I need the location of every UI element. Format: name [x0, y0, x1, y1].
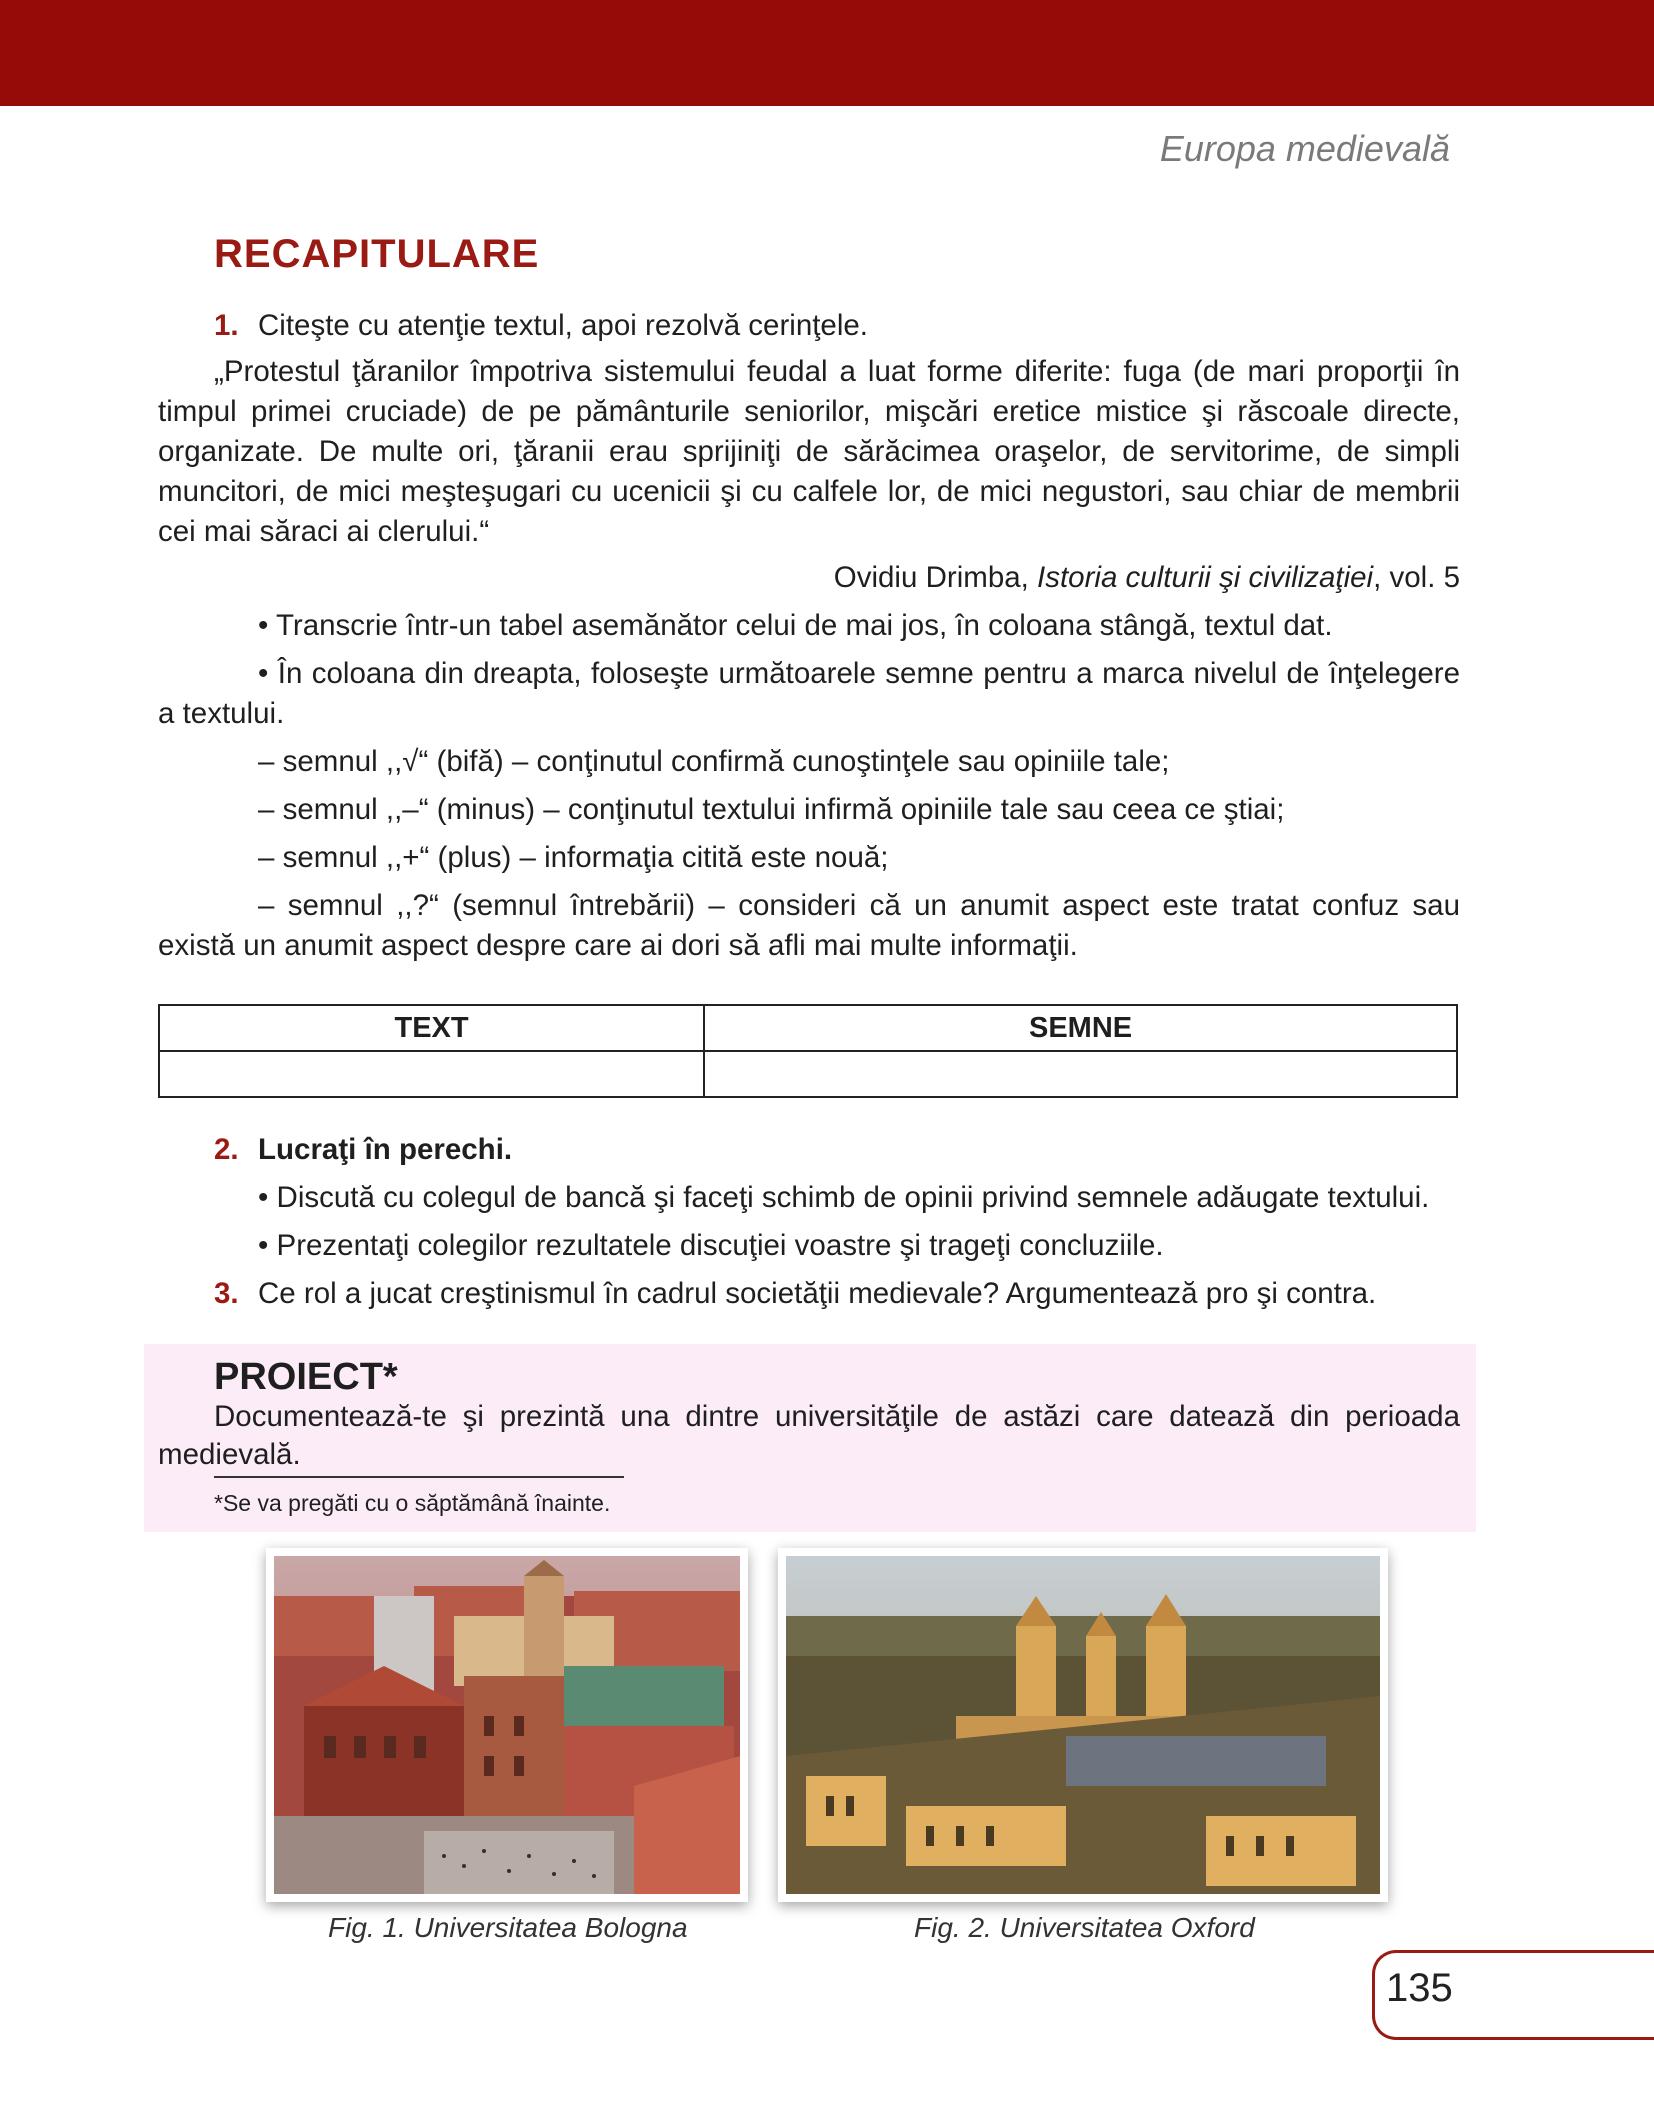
sign-question: – semnul ,,?“ (semnul întrebării) – consideri că un anumit aspect este tratat confuz sau există un anumit aspect despre care ai dori să afli mai multe informaţii. — [158, 889, 1460, 962]
tasks-2-3 — [158, 1130, 1460, 1322]
task2-title — [158, 1130, 1460, 1170]
task1-bullet-1: • Transcrie într-un tabel asemănător celui de mai jos, în coloana stângă, textul dat. — [258, 609, 1333, 642]
project-footnote: *Se va pregăti cu o săptămână înainte. — [214, 1490, 611, 1516]
source-author: Ovidiu Drimba, — [833, 561, 1038, 594]
footnote-divider — [214, 1476, 624, 1478]
quote-source — [158, 558, 1460, 598]
task1-quote: „Protestul ţăranilor împotriva sistemului feudal a luat forme diferite: fuga (de mari proporţii în timpul primei cruciade) de pe pământurile seniorilor, mişcări eretice mistice şi răscoale directe, organizate. De multe ori, ţăranii erau sprijiniţi de sărăcimea oraşelor, de servitorime, de simpli muncitori, de mici meşteşugari cu ucenicii şi cu calfele lor, de mici negustori, sau chiar de membrii cei mai săraci ai clerului.“ — [158, 355, 1460, 548]
table-cell-text[interactable] — [159, 1051, 704, 1097]
task3-number: 3. — [214, 1277, 239, 1310]
figure-2-caption: Fig. 2. Universitatea Oxford — [914, 1912, 1255, 1943]
task1-instruction-text: Citeşte cu atenţie textul, apoi rezolvă cerinţele. — [258, 309, 868, 342]
running-title: Europa medievală — [1159, 128, 1450, 169]
top-color-band — [0, 0, 1654, 106]
figure-oxford — [778, 1548, 1388, 1902]
figure-bologna — [266, 1548, 748, 1902]
task1-block — [158, 306, 1460, 966]
figure-1-caption: Fig. 1. Universitatea Bologna — [328, 1912, 688, 1943]
section-title: RECAPITULARE — [214, 232, 540, 276]
project-title: PROIECT* — [214, 1356, 398, 1398]
table-cell-signs[interactable] — [704, 1051, 1457, 1097]
task1-number: 1. — [214, 309, 239, 342]
task2-number: 2. — [214, 1133, 239, 1166]
task1-bullet-2: • În coloana din dreapta, foloseşte următoarele semne pentru a marca nivelul de înţelegere a textului. — [158, 657, 1460, 730]
source-title: Istoria culturii şi civilizaţiei — [1037, 561, 1374, 594]
task2-bullet-1: • Discută cu colegul de bancă şi faceţi schimb de opinii privind semnele adăugate textului. — [258, 1181, 1430, 1214]
page-number: 135 — [1386, 1966, 1453, 2010]
task3-text: Ce rol a jucat creştinismul în cadrul societăţii medievale? Argumentează pro şi contra. — [258, 1277, 1377, 1310]
sign-check: – semnul ,,√“ (bifă) – conţinutul confirmă cunoştinţele sau opiniile tale; — [258, 745, 1170, 778]
task3 — [158, 1274, 1460, 1314]
source-volume: , vol. 5 — [1373, 561, 1460, 594]
table-header-signs: SEMNE — [704, 1005, 1457, 1051]
bologna-photo — [274, 1556, 740, 1894]
project-box — [144, 1344, 1476, 1532]
sign-plus: – semnul ,,+“ (plus) – informaţia citită este nouă; — [258, 841, 889, 874]
table-header-text: TEXT — [159, 1005, 704, 1051]
oxford-photo — [786, 1556, 1380, 1894]
project-text: Documentează-te şi prezintă una dintre universităţile de astăzi care datează din perioada medievală. — [158, 1400, 1460, 1471]
task1-instruction — [158, 306, 1460, 346]
sign-minus: – semnul ,,–“ (minus) – conţinutul textului infirmă opiniile tale sau ceea ce ştiai; — [258, 793, 1285, 826]
answer-table — [158, 1004, 1458, 1098]
task2-title-text: Lucraţi în perechi. — [258, 1133, 513, 1166]
task2-bullet-2: • Prezentaţi colegilor rezultatele discuţiei voastre şi trageţi concluziile. — [258, 1229, 1164, 1262]
